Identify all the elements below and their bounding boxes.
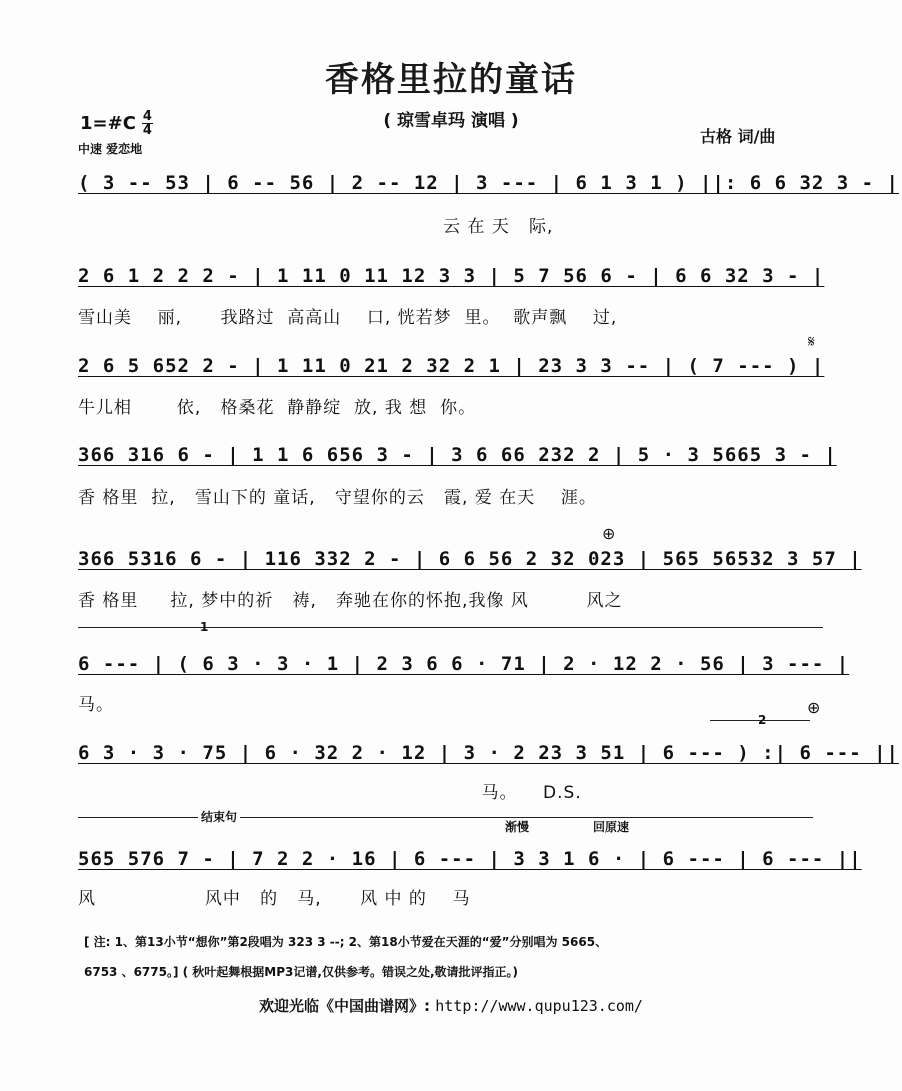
coda-icon-2: ⊕	[807, 698, 821, 717]
score-row-6: 6 --- | ( 6 3 · 3 · 1 | 2 3 6 6 · 71 | 2 · 12 2 · 56 | 3 --- |	[78, 653, 850, 675]
song-title: 香格里拉的童话	[325, 60, 577, 100]
score-row-7: 6 3 · 3 · 75 | 6 · 32 2 · 12 | 3 · 2 23 3 51 | 6 --- ) :| 6 --- ||	[78, 742, 899, 764]
ritardando-label: 渐慢	[505, 820, 530, 834]
tempo-marking: 中速 爱恋地	[78, 142, 143, 156]
score-row-5: 366 5316 6 - | 116 332 2 - | 6 6 56 2 32 023 | 565 56532 3 57 |	[78, 548, 862, 570]
volta-1-line	[78, 627, 823, 628]
lyric-row-7: 马。 D.S.	[78, 783, 582, 803]
volta-2-label: 2	[758, 713, 767, 727]
notes-line-2: 6753 、6775。] ( 秋叶起舞根据MP3记谱,仅供参考。错误之处,敬请批评指正。)	[84, 965, 518, 979]
lyric-row-3: 牛儿相 依, 格桑花 静静绽 放, 我 想 你。	[78, 398, 477, 418]
score-row-3: 2 6 5 652 2 - | 1 11 0 21 2 32 2 1 | 23 3 3 -- | ( 7 --- ) |	[78, 355, 825, 377]
lyric-row-8: 风 风中 的 马, 风 中 的 马	[78, 889, 471, 909]
key-label: 1=#C	[80, 113, 136, 134]
lyric-row-2: 雪山美 丽, 我路过 高高山 口, 恍若梦 里。 歌声飘 过,	[78, 308, 618, 328]
lyric-row-1: 云 在 天 际,	[78, 217, 554, 237]
score-row-2: 2 6 1 2 2 2 - | 1 11 0 11 12 3 3 | 5 7 56 6 - | 6 6 32 3 - |	[78, 265, 825, 287]
footer-text: 欢迎光临《中国曲谱网》:	[259, 997, 431, 1015]
ending-line	[78, 817, 813, 818]
ending-label: 结束句	[198, 808, 240, 825]
lyric-row-6: 马。	[78, 695, 114, 715]
composer-credit: 古格 词/曲	[700, 127, 776, 146]
singer-credit: ( 琼雪卓玛 演唱 )	[383, 111, 519, 131]
time-signature	[142, 110, 153, 137]
time-top: 4	[142, 109, 152, 124]
key-signature	[80, 110, 153, 137]
score-row-1: ( 3 -- 53 | 6 -- 56 | 2 -- 12 | 3 --- | 6 1 3 1 ) ||: 6 6 32 3 - |	[78, 172, 899, 194]
lyric-row-5: 香 格里 拉, 梦中的祈 祷, 奔驰在你的怀抱,我像 风 风之	[78, 591, 623, 611]
site-footer	[0, 995, 902, 1016]
time-bottom: 4	[142, 123, 152, 138]
score-row-4: 366 316 6 - | 1 1 6 656 3 - | 3 6 66 232 2 | 5 · 3 5665 3 - |	[78, 444, 837, 466]
coda-icon: ⊕	[602, 524, 616, 543]
volta-1-label: 1	[200, 620, 209, 634]
segno-icon: 𝄋	[808, 332, 815, 351]
score-row-8: 565 576 7 - | 7 2 2 · 16 | 6 --- | 3 3 1 6 · | 6 --- | 6 --- ||	[78, 848, 862, 870]
a-tempo-label: 回原速	[593, 820, 630, 834]
footer-url[interactable]: http://www.qupu123.com/	[435, 997, 643, 1015]
notes-line-1: [ 注: 1、第13小节“想你”第2段唱为 323 3 --; 2、第18小节爱在天涯的“爱”分别唱为 5665、	[84, 935, 608, 949]
lyric-row-4: 香 格里 拉, 雪山下的 童话, 守望你的云 霞, 爱 在天 涯。	[78, 488, 597, 508]
